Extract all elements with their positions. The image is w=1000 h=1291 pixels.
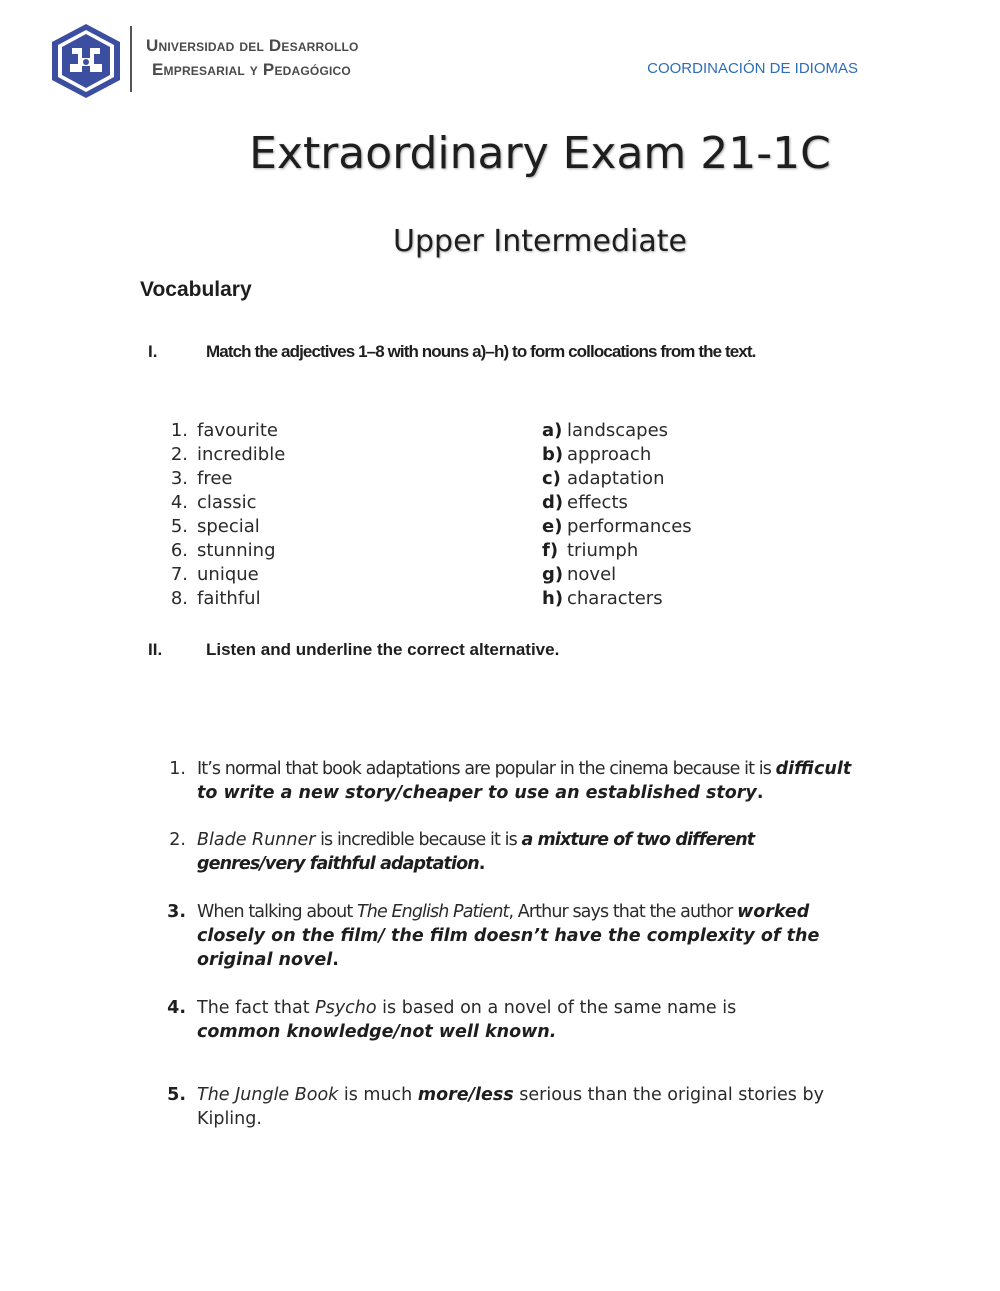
- question-4: [197, 996, 797, 1044]
- noun-letter: c): [542, 468, 561, 489]
- question-number: 1.: [169, 759, 186, 779]
- part1-numeral: I.: [148, 342, 158, 361]
- noun-item: approach: [567, 444, 652, 465]
- question-1: [197, 757, 867, 805]
- noun-item: landscapes: [567, 420, 669, 441]
- question-text-b: , Arthur says that the author: [508, 902, 738, 922]
- noun-item: triumph: [567, 540, 639, 561]
- question-alternatives: difficult to write a new story/cheaper to use an established story: [197, 759, 852, 803]
- question-text-b: serious than the original stories by Kipling.: [197, 1085, 824, 1129]
- noun-letter: h): [542, 588, 564, 609]
- noun-item: novel: [567, 564, 617, 585]
- level-title: Upper Intermediate: [393, 224, 687, 259]
- part1-instruction: Match the adjectives 1–8 with nouns a)–h) to form collocations from the text.: [206, 342, 756, 361]
- university-crest-icon: [50, 22, 122, 100]
- part2-instruction: Listen and underline the correct alternative.: [206, 640, 560, 659]
- question-end: .: [478, 854, 486, 874]
- university-name-line-2: Empresarial y Pedagógico: [152, 60, 351, 79]
- adjective-number: 8.: [170, 588, 188, 609]
- question-alternatives: common knowledge/not well known.: [197, 1022, 557, 1042]
- adjective-item: free: [197, 468, 233, 489]
- adjective-number: 6.: [170, 540, 188, 561]
- question-text: When talking about: [197, 902, 357, 922]
- question-text: is much: [338, 1085, 418, 1105]
- adjective-item: stunning: [197, 540, 276, 561]
- work-title: The English Patient: [356, 902, 509, 922]
- adjective-number: 1.: [170, 420, 188, 441]
- part2-numeral: II.: [148, 640, 163, 659]
- noun-letter: g): [542, 564, 564, 585]
- work-title: Psycho: [315, 998, 377, 1018]
- noun-item: adaptation: [567, 468, 665, 489]
- noun-letter: a): [542, 420, 563, 441]
- question-end: .: [756, 783, 764, 803]
- noun-letter: b): [542, 444, 564, 465]
- noun-item: performances: [567, 516, 692, 537]
- noun-item: characters: [567, 588, 663, 609]
- question-2: [197, 828, 837, 876]
- section-title: Vocabulary: [140, 278, 252, 301]
- noun-letter: d): [542, 492, 564, 513]
- adjective-item: classic: [197, 492, 257, 513]
- question-number: 2.: [169, 830, 186, 850]
- noun-letter: f): [542, 540, 559, 561]
- question-text: It’s normal that book adaptations are popular in the cinema because it is: [197, 759, 776, 779]
- question-text: The fact that: [197, 998, 316, 1018]
- question-text-b: is based on a novel of the same name is: [376, 998, 737, 1018]
- question-5: [197, 1083, 857, 1131]
- question-number: 5.: [167, 1085, 186, 1105]
- adjective-number: 4.: [170, 492, 188, 513]
- department-label: COORDINACIÓN DE IDIOMAS: [647, 60, 858, 77]
- exam-title: Extraordinary Exam 21-1C: [249, 128, 831, 179]
- adjective-number: 7.: [170, 564, 188, 585]
- question-number: 4.: [167, 998, 186, 1018]
- university-name-line-1: Universidad del Desarrollo: [146, 36, 359, 55]
- adjective-item: favourite: [197, 420, 278, 441]
- question-alternatives: more/less: [417, 1085, 514, 1105]
- adjective-number: 2.: [170, 444, 188, 465]
- noun-letter: e): [542, 516, 563, 537]
- work-title: Blade Runner: [197, 830, 316, 850]
- question-text: is incredible because it is: [315, 830, 522, 850]
- adjective-item: faithful: [197, 588, 261, 609]
- question-3: [197, 900, 867, 972]
- adjective-number: 3.: [170, 468, 188, 489]
- adjective-item: unique: [197, 564, 259, 585]
- question-number: 3.: [167, 902, 186, 922]
- work-title: The Jungle Book: [197, 1085, 339, 1105]
- adjective-item: special: [197, 516, 260, 537]
- header-divider: [130, 26, 132, 92]
- question-alternatives: a mixture of two different genres/very faithful adaptation: [197, 830, 755, 874]
- question-alternatives: worked closely on the film/ the film doesn’t have the complexity of the original novel: [197, 902, 820, 970]
- question-end: .: [332, 950, 339, 970]
- noun-item: effects: [567, 492, 628, 513]
- adjective-item: incredible: [197, 444, 286, 465]
- adjective-number: 5.: [170, 516, 188, 537]
